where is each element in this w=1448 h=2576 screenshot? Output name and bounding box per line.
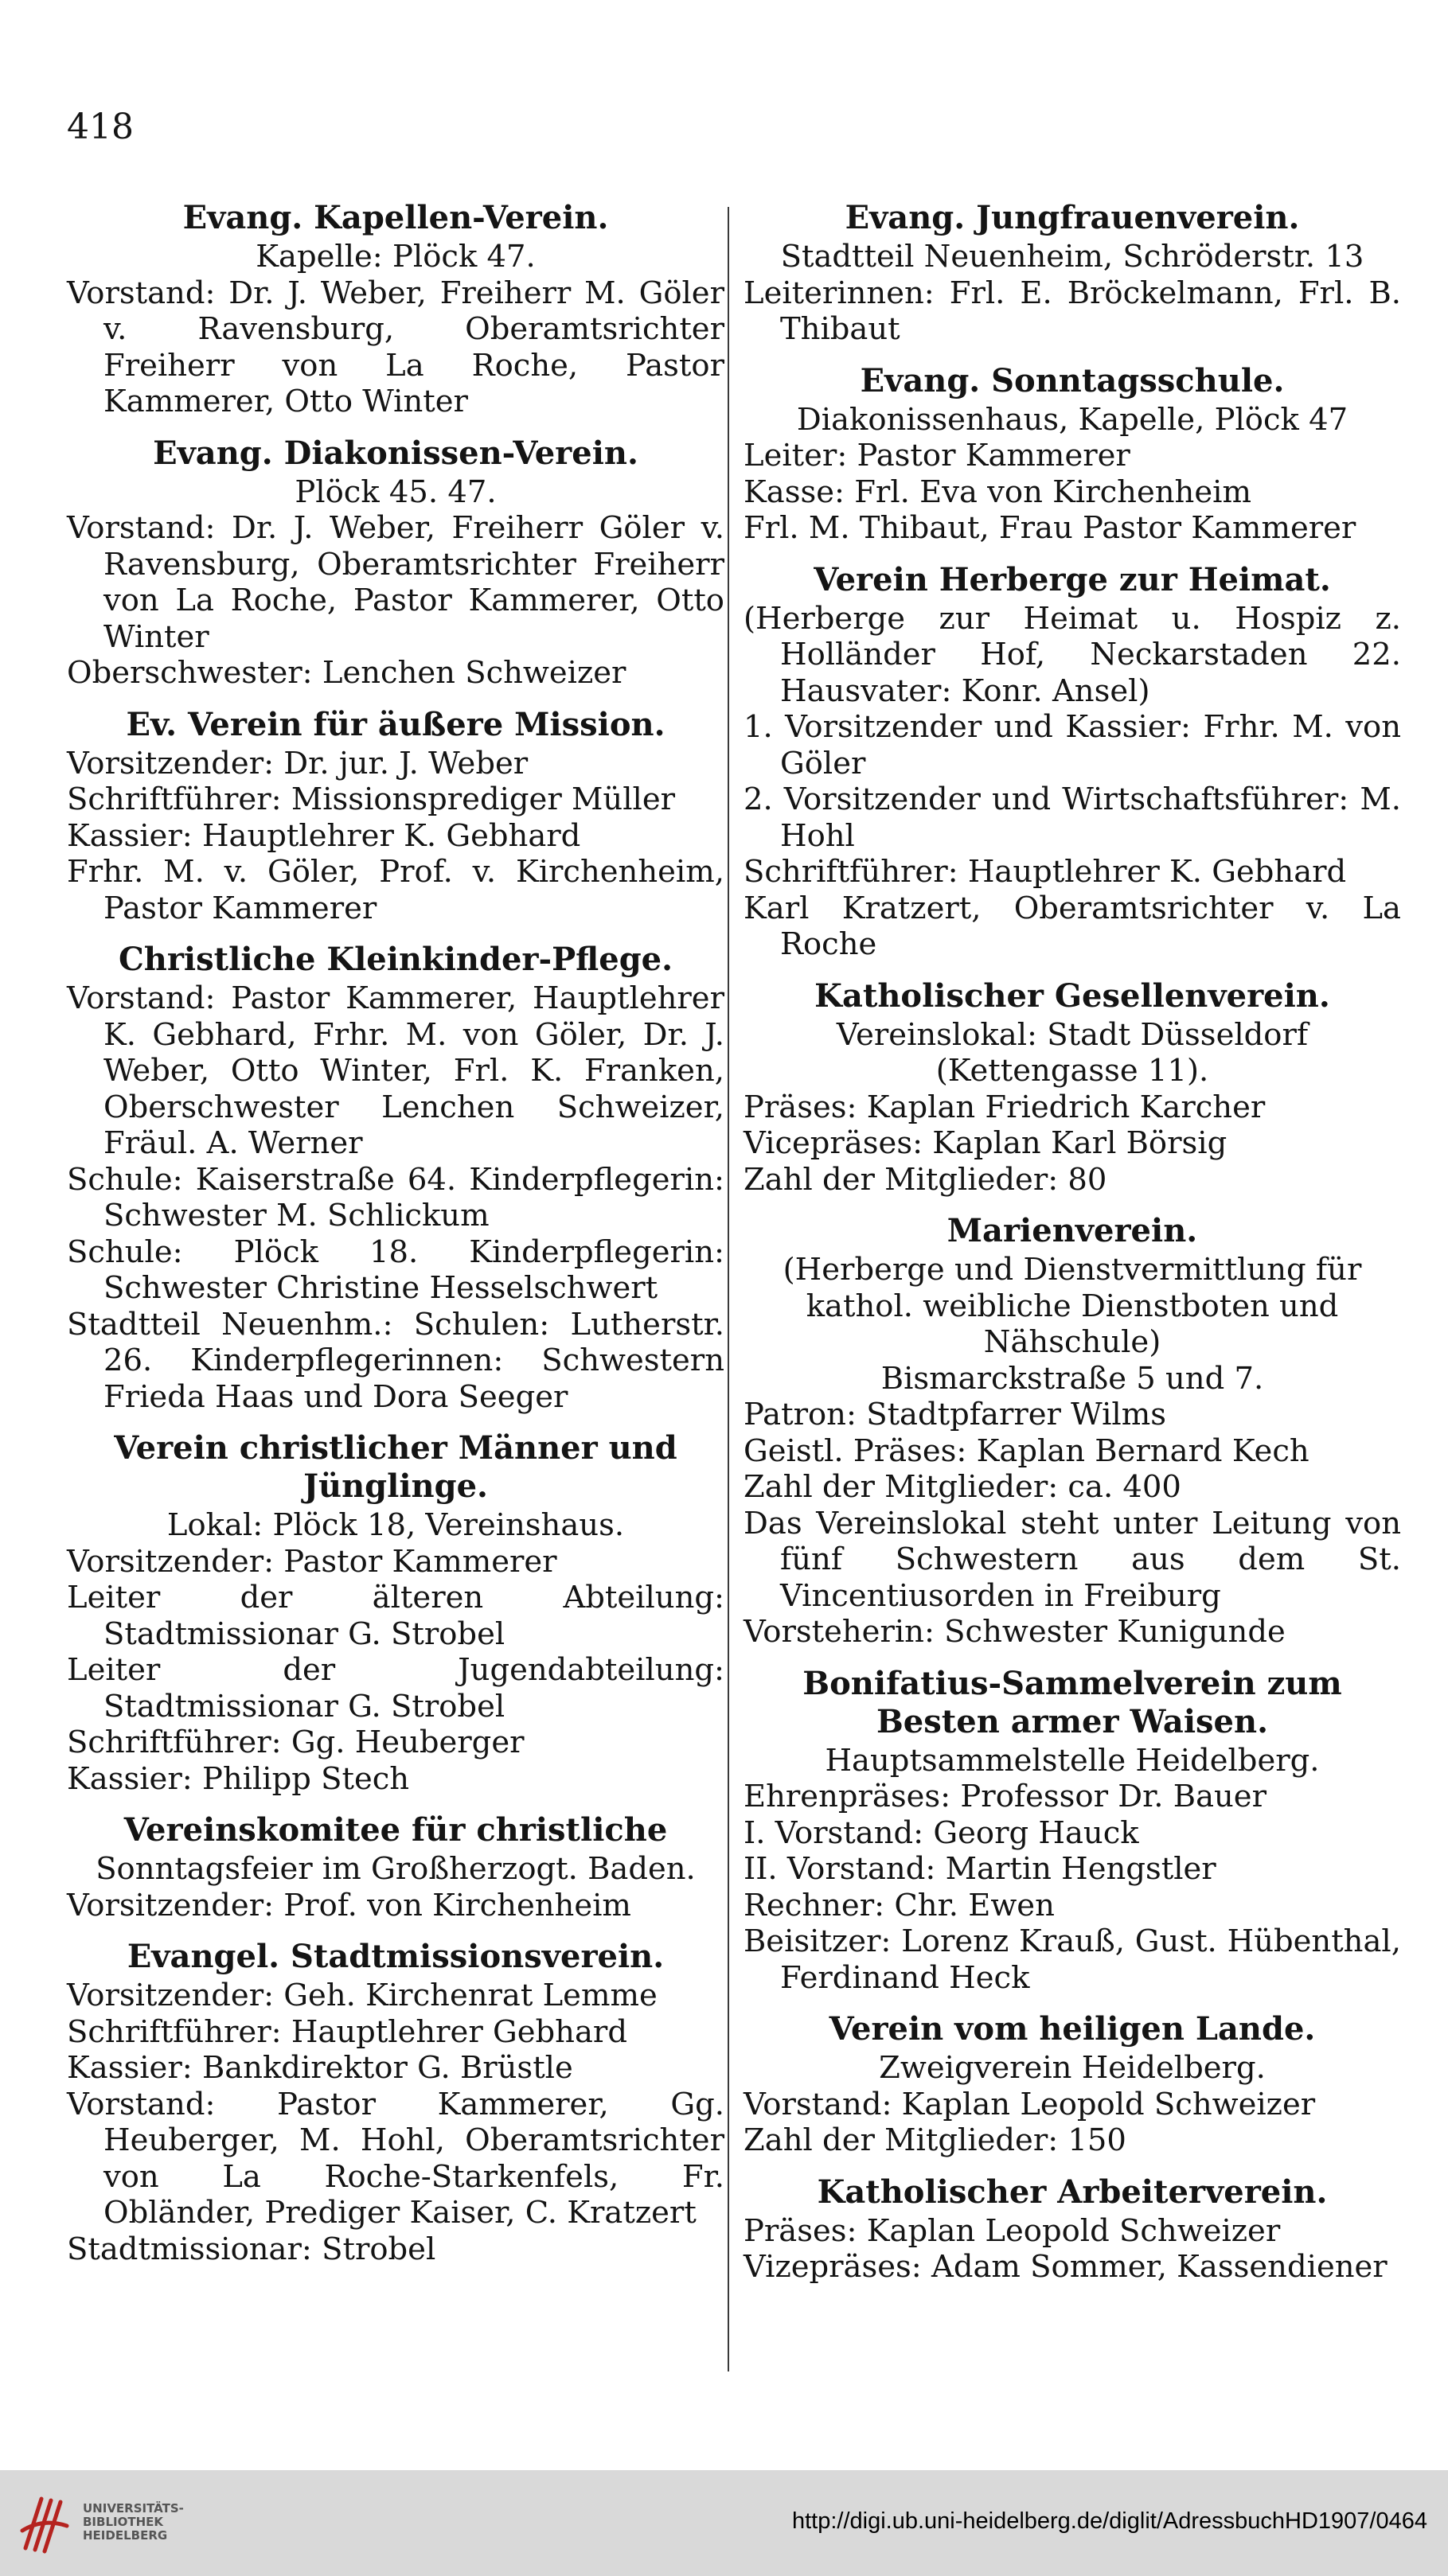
section [67,706,724,927]
entry-line: Stadtteil Neuenhm.: Schulen: Lutherstr. 26. Kinderpflegerinnen: Schwestern Frieda Haas und Dora Seeger [67,1306,724,1415]
section-heading: Katholischer Gesellenverein. [814,976,1330,1015]
entry-line: 1. Vorsitzender und Kassier: Frhr. M. von Göler [744,709,1401,781]
entry-line: Stadtmissionar: Strobel [67,2231,436,2267]
entry-line: Patron: Stadtpfarrer Wilms [744,1397,1166,1432]
entry-line: Kassier: Hauptlehrer K. Gebhard [67,817,581,854]
section [67,941,724,1415]
entry-line: Kassier: Philipp Stech [67,1760,410,1797]
entry-line: 2. Vorsitzender und Wirtschaftsführer: M. Hohl [744,781,1401,854]
entry-line: Das Vereinslokal steht unter Leitung von fünf Schwestern aus dem St. Vincentiusorden in Freiburg [744,1505,1401,1614]
section-heading: Katholischer Arbeiterverein. [817,2173,1328,2211]
section [67,1938,724,2267]
section-subtitle: Diakonissenhaus, Kapelle, Plöck 47 [796,401,1348,438]
section [744,1665,1401,1997]
entry-line: Oberschwester: Lenchen Schweizer [67,655,626,691]
section-subtitle: (Herberge und Dienstvermittlung für kathol. weibliche Dienstboten und Nähschule) [783,1252,1362,1360]
entry-line: Geistl. Präses: Kaplan Bernard Kech [744,1432,1309,1469]
library-logo-icon [19,2491,70,2555]
section-heading: Marienverein. [946,1212,1198,1249]
section-subtitle: Vereinslokal: Stadt Düsseldorf [836,1016,1309,1053]
section [744,977,1401,1198]
left-column [67,199,724,2282]
section-heading: Christliche Kleinkinder-Pflege. [118,941,673,978]
section-subtitle: Stadtteil Neuenheim, Schröderstr. 13 [780,239,1364,275]
entry-line: Beisitzer: Lorenz Krauß, Gust. Hübenthal, Ferdinand Heck [744,1923,1401,1996]
entry-line: Frl. M. Thibaut, Frau Pastor Kammerer [744,510,1356,546]
entry-line: II. Vorstand: Martin Hengstler [744,1851,1216,1887]
source-url-link[interactable]: http://digi.ub.uni-heidelberg.de/diglit/AdressbuchHD1907/0464 [791,2508,1427,2534]
entry-line: Zahl der Mitglieder: 150 [744,2122,1126,2158]
section-subtitle: Hauptsammelstelle Heidelberg. [825,1742,1320,1779]
section-subtitle: Zweigverein Heidelberg. [879,2050,1266,2086]
section-subtitle: Lokal: Plöck 18, Vereinshaus. [166,1507,625,1543]
entry-line: Zahl der Mitglieder: ca. 400 [744,1469,1181,1505]
entry-line: Präses: Kaplan Leopold Schweizer [744,2212,1281,2249]
entry-line: Kasse: Frl. Eva von Kirchenheim [744,474,1251,510]
entry-line: Vorstand: Dr. J. Weber, Freiherr Göler v. Ravensburg, Oberamtsrichter Freiherr von La Roche, Pastor Kammerer, Otto Winter [67,510,724,655]
section-heading: Verein christlicher Männer und Jünglinge. [114,1429,677,1505]
entry-line: Vorstand: Dr. J. Weber, Freiherr M. Göler v. Ravensburg, Oberamtsrichter Freiherr von La Roche, Pastor Kammerer, Otto Winter [67,275,724,419]
entry-line: Leiter: Pastor Kammerer [744,438,1130,474]
section-subtitle: (Kettengasse 11). [935,1053,1209,1089]
entry-line: Vorsitzender: Pastor Kammerer [67,1543,557,1580]
entry-line: Vorstand: Kaplan Leopold Schweizer [744,2086,1316,2122]
section [67,1811,724,1923]
section [67,1429,724,1797]
logo-line: BIBLIOTHEK [83,2515,163,2529]
right-column [744,199,1401,2300]
entry-line: Vicepräses: Kaplan Karl Börsig [744,1125,1227,1161]
section-heading: Bonifatius-Sammelverein zum Besten armer Waisen. [802,1664,1342,1740]
section-subtitle: Kapelle: Plöck 47. [256,239,536,275]
entry-line: Präses: Kaplan Friedrich Karcher [744,1089,1266,1125]
footer-bar [0,2470,1448,2576]
section-heading: Vereinskomitee für christliche [123,1811,668,1849]
entry-line: Karl Kratzert, Oberamtsrichter v. La Roche [744,890,1401,962]
entry-line: Schule: Plöck 18. Kinderpflegerin: Schwester Christine Hesselschwert [67,1233,724,1306]
entry-line: Schriftführer: Gg. Heuberger [67,1724,525,1760]
entry-line: Frhr. M. v. Göler, Prof. v. Kirchenheim, Pastor Kammerer [67,854,724,926]
section-heading: Evang. Jungfrauenverein. [845,199,1300,236]
entry-line: I. Vorstand: Georg Hauck [744,1814,1139,1851]
section [744,561,1401,963]
section-heading: Verein Herberge zur Heimat. [814,560,1331,598]
section [744,2173,1401,2286]
section-heading: Evangel. Stadtmissionsverein. [127,1938,665,1975]
section-heading: Evang. Kapellen-Verein. [182,199,609,236]
entry-line: Vorsteherin: Schwester Kunigunde [744,1614,1286,1650]
column-divider [728,207,729,2371]
section [67,435,724,692]
entry-line: (Herberge zur Heimat u. Hospiz z. Holländer Hof, Neckarstaden 22. Hausvater: Konr. Ansel) [744,600,1401,709]
entry-line: Vorsitzender: Dr. jur. J. Weber [67,745,529,781]
entry-line: Leiter der Jugendabteilung: Stadtmissionar G. Strobel [67,1652,724,1724]
page-number: 418 [67,107,134,147]
entry-line: Zahl der Mitglieder: 80 [744,1161,1107,1198]
entry-line: Vizepräses: Adam Sommer, Kassendiener [744,2249,1388,2285]
logo-line: UNIVERSITÄTS- [83,2501,184,2516]
section [67,199,724,420]
entry-line: Vorsitzender: Geh. Kirchenrat Lemme [67,1978,658,2013]
entry-line: Schriftführer: Missionsprediger Müller [67,781,676,817]
section [744,2010,1401,2159]
entry-line: Vorsitzender: Prof. von Kirchenheim [67,1887,631,1923]
entry-line: Ehrenpräses: Professor Dr. Bauer [744,1779,1267,1814]
section [744,199,1401,348]
entry-line: Leiter der älteren Abteilung: Stadtmissionar G. Strobel [67,1580,724,1652]
library-logo-text [83,2502,184,2543]
section-heading: Verein vom heiligen Lande. [829,2010,1316,2048]
entry-line: Leiterinnen: Frl. E. Bröckelmann, Frl. B. Thibaut [744,275,1401,347]
section [744,1212,1401,1650]
entry-line: Schriftführer: Hauptlehrer Gebhard [67,2013,627,2050]
section-heading: Evang. Sonntagsschule. [860,361,1285,399]
entry-line: Vorstand: Pastor Kammerer, Hauptlehrer K. Gebhard, Frhr. M. von Göler, Dr. J. Weber, Otto Winter, Frl. K. Franken, Oberschwester Lenchen Schweizer, Fräul. A. Werner [67,980,724,1161]
entry-line: Rechner: Chr. Ewen [744,1887,1055,1923]
section-subtitle: Sonntagsfeier im Großherzogt. Baden. [96,1851,696,1887]
logo-line: HEIDELBERG [83,2528,168,2543]
entry-line: Schriftführer: Hauptlehrer K. Gebhard [744,854,1347,890]
entry-line: Kassier: Bankdirektor G. Brüstle [67,2050,573,2086]
entry-line: Schule: Kaiserstraße 64. Kinderpflegerin: Schwester M. Schlickum [67,1161,724,1233]
entry-line: Vorstand: Pastor Kammerer, Gg. Heuberger, M. Hohl, Oberamtsrichter von La Roche-Starkenfels, Fr. Obländer, Prediger Kaiser, C. Kratzert [67,2086,724,2231]
section-subtitle: Bismarckstraße 5 und 7. [880,1360,1264,1397]
section-subtitle: Plöck 45. 47. [295,474,497,510]
section-heading: Evang. Diakonissen-Verein. [153,434,638,472]
section-heading: Ev. Verein für äußere Mission. [126,705,665,743]
section [744,362,1401,547]
